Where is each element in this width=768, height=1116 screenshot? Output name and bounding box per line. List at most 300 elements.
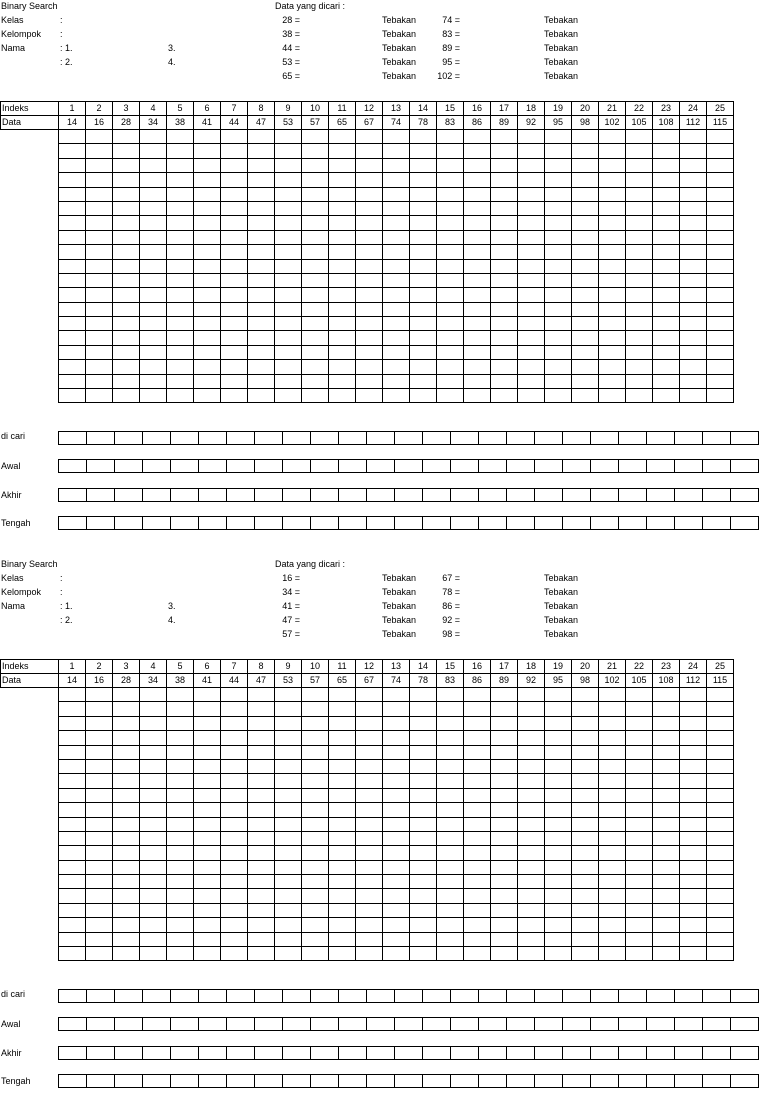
strip-cell[interactable] <box>311 1018 339 1031</box>
strip-cell[interactable] <box>423 432 451 445</box>
strip-cell[interactable] <box>675 1018 703 1031</box>
work-cell[interactable] <box>167 345 194 359</box>
work-cell[interactable] <box>491 947 518 961</box>
work-cell[interactable] <box>140 731 167 745</box>
nama-member-2[interactable]: : 2. <box>60 615 73 625</box>
work-cell[interactable] <box>302 716 329 730</box>
work-cell[interactable] <box>248 158 275 172</box>
work-cell[interactable] <box>707 932 734 946</box>
work-cell[interactable] <box>194 130 221 144</box>
work-cell[interactable] <box>113 688 140 702</box>
work-cell[interactable] <box>680 947 707 961</box>
work-cell[interactable] <box>572 345 599 359</box>
work-cell[interactable] <box>680 774 707 788</box>
work-cell[interactable] <box>59 731 86 745</box>
work-cell[interactable] <box>599 774 626 788</box>
work-cell[interactable] <box>572 688 599 702</box>
work-cell[interactable] <box>410 932 437 946</box>
work-cell[interactable] <box>221 745 248 759</box>
strip-cell[interactable] <box>535 489 563 502</box>
work-cell[interactable] <box>437 144 464 158</box>
work-cell[interactable] <box>194 947 221 961</box>
work-cell[interactable] <box>626 688 653 702</box>
work-cell[interactable] <box>221 817 248 831</box>
work-cell[interactable] <box>167 288 194 302</box>
work-cell[interactable] <box>626 374 653 388</box>
work-cell[interactable] <box>383 745 410 759</box>
work-cell[interactable] <box>194 875 221 889</box>
work-cell[interactable] <box>221 702 248 716</box>
work-cell[interactable] <box>221 216 248 230</box>
work-cell[interactable] <box>302 918 329 932</box>
work-cell[interactable] <box>356 389 383 403</box>
strip-cell[interactable] <box>171 990 199 1003</box>
work-cell[interactable] <box>545 259 572 273</box>
work-cell[interactable] <box>113 302 140 316</box>
work-cell[interactable] <box>329 947 356 961</box>
work-cell[interactable] <box>653 187 680 201</box>
strip-cell[interactable] <box>423 1047 451 1060</box>
work-cell[interactable] <box>653 846 680 860</box>
work-cell[interactable] <box>707 688 734 702</box>
strip-cell[interactable] <box>507 1075 535 1088</box>
work-cell[interactable] <box>707 216 734 230</box>
work-cell[interactable] <box>275 374 302 388</box>
strip-cell[interactable] <box>563 1018 591 1031</box>
tebakan-label[interactable]: Tebakan <box>544 15 579 25</box>
strip-cell[interactable] <box>199 1018 227 1031</box>
work-cell[interactable] <box>167 273 194 287</box>
work-cell[interactable] <box>59 817 86 831</box>
work-cell[interactable] <box>707 288 734 302</box>
work-cell[interactable] <box>599 817 626 831</box>
work-cell[interactable] <box>194 331 221 345</box>
work-cell[interactable] <box>464 230 491 244</box>
nama-member-4[interactable]: 4. <box>168 57 176 67</box>
work-cell[interactable] <box>707 860 734 874</box>
work-cell[interactable] <box>356 903 383 917</box>
work-cell[interactable] <box>59 158 86 172</box>
work-cell[interactable] <box>248 187 275 201</box>
work-cell[interactable] <box>680 745 707 759</box>
work-cell[interactable] <box>545 360 572 374</box>
work-cell[interactable] <box>410 288 437 302</box>
work-cell[interactable] <box>653 759 680 773</box>
work-cell[interactable] <box>626 273 653 287</box>
work-cell[interactable] <box>59 331 86 345</box>
work-cell[interactable] <box>599 187 626 201</box>
tebakan-label[interactable]: Tebakan <box>382 615 417 625</box>
strip-cell[interactable] <box>731 517 759 530</box>
work-cell[interactable] <box>437 759 464 773</box>
work-cell[interactable] <box>437 846 464 860</box>
work-cell[interactable] <box>653 288 680 302</box>
kelompok-value[interactable]: : <box>60 587 63 597</box>
work-cell[interactable] <box>626 130 653 144</box>
work-cell[interactable] <box>329 216 356 230</box>
work-cell[interactable] <box>410 331 437 345</box>
work-cell[interactable] <box>545 702 572 716</box>
work-cell[interactable] <box>599 803 626 817</box>
work-cell[interactable] <box>707 230 734 244</box>
work-cell[interactable] <box>302 788 329 802</box>
work-cell[interactable] <box>626 875 653 889</box>
work-cell[interactable] <box>194 259 221 273</box>
work-cell[interactable] <box>383 144 410 158</box>
strip-cell[interactable] <box>143 432 171 445</box>
work-cell[interactable] <box>518 288 545 302</box>
work-cell[interactable] <box>86 331 113 345</box>
work-cell[interactable] <box>545 288 572 302</box>
strip-cell[interactable] <box>143 489 171 502</box>
work-cell[interactable] <box>545 731 572 745</box>
work-cell[interactable] <box>626 345 653 359</box>
work-cell[interactable] <box>383 918 410 932</box>
work-cell[interactable] <box>302 273 329 287</box>
work-cell[interactable] <box>653 831 680 845</box>
work-cell[interactable] <box>167 144 194 158</box>
work-cell[interactable] <box>302 932 329 946</box>
work-cell[interactable] <box>572 144 599 158</box>
strip-cell[interactable] <box>199 1075 227 1088</box>
strip-cell[interactable] <box>507 1047 535 1060</box>
work-cell[interactable] <box>680 860 707 874</box>
work-cell[interactable] <box>113 173 140 187</box>
work-cell[interactable] <box>518 187 545 201</box>
work-cell[interactable] <box>86 731 113 745</box>
work-cell[interactable] <box>464 273 491 287</box>
work-cell[interactable] <box>356 245 383 259</box>
strip-cell[interactable] <box>535 1018 563 1031</box>
work-cell[interactable] <box>707 317 734 331</box>
work-cell[interactable] <box>599 932 626 946</box>
strip-cell[interactable] <box>227 489 255 502</box>
work-cell[interactable] <box>707 903 734 917</box>
work-cell[interactable] <box>437 317 464 331</box>
work-cell[interactable] <box>491 230 518 244</box>
work-cell[interactable] <box>140 889 167 903</box>
work-cell[interactable] <box>356 130 383 144</box>
work-cell[interactable] <box>329 759 356 773</box>
work-cell[interactable] <box>194 903 221 917</box>
work-cell[interactable] <box>329 846 356 860</box>
work-cell[interactable] <box>140 331 167 345</box>
strip-cell[interactable] <box>283 489 311 502</box>
work-cell[interactable] <box>248 331 275 345</box>
work-cell[interactable] <box>626 860 653 874</box>
strip-cell[interactable] <box>115 432 143 445</box>
work-cell[interactable] <box>599 831 626 845</box>
work-cell[interactable] <box>167 201 194 215</box>
work-cell[interactable] <box>383 817 410 831</box>
work-cell[interactable] <box>194 702 221 716</box>
strip-cell[interactable] <box>171 1075 199 1088</box>
work-cell[interactable] <box>572 158 599 172</box>
work-cell[interactable] <box>248 245 275 259</box>
work-cell[interactable] <box>194 831 221 845</box>
work-cell[interactable] <box>383 130 410 144</box>
work-cell[interactable] <box>59 288 86 302</box>
strip-cell[interactable] <box>675 1075 703 1088</box>
strip-cell[interactable] <box>171 460 199 473</box>
work-cell[interactable] <box>545 216 572 230</box>
work-cell[interactable] <box>599 875 626 889</box>
work-cell[interactable] <box>275 230 302 244</box>
work-cell[interactable] <box>410 788 437 802</box>
work-cell[interactable] <box>275 947 302 961</box>
work-cell[interactable] <box>437 216 464 230</box>
work-cell[interactable] <box>383 803 410 817</box>
work-cell[interactable] <box>707 702 734 716</box>
work-cell[interactable] <box>626 889 653 903</box>
work-cell[interactable] <box>140 317 167 331</box>
work-cell[interactable] <box>329 389 356 403</box>
work-cell[interactable] <box>410 774 437 788</box>
work-cell[interactable] <box>437 158 464 172</box>
work-cell[interactable] <box>626 389 653 403</box>
work-cell[interactable] <box>113 947 140 961</box>
work-cell[interactable] <box>140 846 167 860</box>
work-cell[interactable] <box>653 374 680 388</box>
strip-cell[interactable] <box>479 489 507 502</box>
work-cell[interactable] <box>167 331 194 345</box>
work-cell[interactable] <box>572 216 599 230</box>
work-cell[interactable] <box>356 731 383 745</box>
work-cell[interactable] <box>545 774 572 788</box>
strip-cell[interactable] <box>647 990 675 1003</box>
work-cell[interactable] <box>275 759 302 773</box>
work-cell[interactable] <box>302 144 329 158</box>
work-cell[interactable] <box>626 144 653 158</box>
work-cell[interactable] <box>491 889 518 903</box>
work-cell[interactable] <box>248 317 275 331</box>
strip-cell[interactable] <box>115 1018 143 1031</box>
work-cell[interactable] <box>356 788 383 802</box>
work-cell[interactable] <box>707 158 734 172</box>
work-cell[interactable] <box>113 759 140 773</box>
work-cell[interactable] <box>410 817 437 831</box>
work-cell[interactable] <box>653 302 680 316</box>
work-cell[interactable] <box>383 716 410 730</box>
work-cell[interactable] <box>707 947 734 961</box>
strip-cell[interactable] <box>87 489 115 502</box>
work-cell[interactable] <box>410 688 437 702</box>
work-cell[interactable] <box>572 903 599 917</box>
work-cell[interactable] <box>167 259 194 273</box>
work-cell[interactable] <box>545 860 572 874</box>
strip-cell[interactable] <box>619 432 647 445</box>
work-cell[interactable] <box>221 860 248 874</box>
strip-cell[interactable] <box>647 517 675 530</box>
work-cell[interactable] <box>626 831 653 845</box>
work-cell[interactable] <box>140 932 167 946</box>
work-cell[interactable] <box>464 918 491 932</box>
work-cell[interactable] <box>437 716 464 730</box>
work-cell[interactable] <box>86 817 113 831</box>
work-cell[interactable] <box>140 374 167 388</box>
strip-cell[interactable] <box>367 1047 395 1060</box>
work-cell[interactable] <box>275 702 302 716</box>
strip-cell[interactable] <box>731 460 759 473</box>
work-cell[interactable] <box>545 245 572 259</box>
work-cell[interactable] <box>275 932 302 946</box>
work-cell[interactable] <box>194 745 221 759</box>
work-cell[interactable] <box>194 788 221 802</box>
work-cell[interactable] <box>329 889 356 903</box>
work-cell[interactable] <box>248 774 275 788</box>
work-cell[interactable] <box>653 331 680 345</box>
strip-cell[interactable] <box>115 460 143 473</box>
work-cell[interactable] <box>248 803 275 817</box>
tebakan-label[interactable]: Tebakan <box>544 43 579 53</box>
work-cell[interactable] <box>356 360 383 374</box>
work-cell[interactable] <box>194 389 221 403</box>
strip-cell[interactable] <box>227 1075 255 1088</box>
work-cell[interactable] <box>572 201 599 215</box>
strip-cell[interactable] <box>367 990 395 1003</box>
work-cell[interactable] <box>221 130 248 144</box>
work-cell[interactable] <box>59 745 86 759</box>
work-cell[interactable] <box>302 130 329 144</box>
work-cell[interactable] <box>356 932 383 946</box>
strip-cell[interactable] <box>675 1047 703 1060</box>
work-cell[interactable] <box>221 731 248 745</box>
work-cell[interactable] <box>572 774 599 788</box>
strip-cell[interactable] <box>199 517 227 530</box>
work-cell[interactable] <box>491 158 518 172</box>
work-cell[interactable] <box>599 731 626 745</box>
work-cell[interactable] <box>572 317 599 331</box>
nama-member-2[interactable]: : 2. <box>60 57 73 67</box>
work-cell[interactable] <box>680 302 707 316</box>
work-cell[interactable] <box>680 201 707 215</box>
work-cell[interactable] <box>383 187 410 201</box>
strip-cell[interactable] <box>591 489 619 502</box>
work-cell[interactable] <box>329 374 356 388</box>
work-cell[interactable] <box>194 187 221 201</box>
work-cell[interactable] <box>410 302 437 316</box>
tebakan-label[interactable]: Tebakan <box>382 573 417 583</box>
work-cell[interactable] <box>140 130 167 144</box>
work-cell[interactable] <box>302 688 329 702</box>
work-cell[interactable] <box>275 317 302 331</box>
strip-cell[interactable] <box>311 1047 339 1060</box>
work-cell[interactable] <box>626 245 653 259</box>
work-cell[interactable] <box>140 803 167 817</box>
strip-cell[interactable] <box>339 1018 367 1031</box>
work-cell[interactable] <box>329 360 356 374</box>
work-cell[interactable] <box>221 245 248 259</box>
work-cell[interactable] <box>653 716 680 730</box>
work-cell[interactable] <box>653 130 680 144</box>
work-cell[interactable] <box>707 788 734 802</box>
strip-cell[interactable] <box>619 1018 647 1031</box>
work-cell[interactable] <box>302 389 329 403</box>
work-cell[interactable] <box>275 144 302 158</box>
work-cell[interactable] <box>383 688 410 702</box>
work-cell[interactable] <box>302 702 329 716</box>
work-cell[interactable] <box>680 158 707 172</box>
work-cell[interactable] <box>626 288 653 302</box>
work-cell[interactable] <box>464 731 491 745</box>
work-cell[interactable] <box>410 903 437 917</box>
work-cell[interactable] <box>329 245 356 259</box>
work-cell[interactable] <box>464 702 491 716</box>
strip-cell[interactable] <box>339 1047 367 1060</box>
strip-cell[interactable] <box>171 489 199 502</box>
work-cell[interactable] <box>167 947 194 961</box>
work-cell[interactable] <box>545 788 572 802</box>
work-cell[interactable] <box>329 144 356 158</box>
work-cell[interactable] <box>545 831 572 845</box>
work-cell[interactable] <box>59 345 86 359</box>
work-cell[interactable] <box>599 947 626 961</box>
work-cell[interactable] <box>113 846 140 860</box>
strip-cell[interactable] <box>171 1018 199 1031</box>
strip-cell[interactable] <box>143 1018 171 1031</box>
work-cell[interactable] <box>167 716 194 730</box>
work-cell[interactable] <box>86 302 113 316</box>
work-cell[interactable] <box>59 187 86 201</box>
work-cell[interactable] <box>653 216 680 230</box>
strip-cell[interactable] <box>535 1047 563 1060</box>
strip-cell[interactable] <box>591 432 619 445</box>
work-cell[interactable] <box>167 230 194 244</box>
work-cell[interactable] <box>329 302 356 316</box>
work-cell[interactable] <box>464 201 491 215</box>
work-cell[interactable] <box>410 702 437 716</box>
strip-cell[interactable] <box>675 432 703 445</box>
work-cell[interactable] <box>653 947 680 961</box>
work-cell[interactable] <box>248 345 275 359</box>
work-cell[interactable] <box>113 932 140 946</box>
strip-cell[interactable] <box>451 489 479 502</box>
work-cell[interactable] <box>383 331 410 345</box>
work-cell[interactable] <box>437 331 464 345</box>
work-cell[interactable] <box>167 759 194 773</box>
work-cell[interactable] <box>599 745 626 759</box>
strip-cell[interactable] <box>479 432 507 445</box>
work-cell[interactable] <box>275 688 302 702</box>
work-cell[interactable] <box>140 860 167 874</box>
work-cell[interactable] <box>464 688 491 702</box>
work-cell[interactable] <box>599 245 626 259</box>
strip-cell[interactable] <box>395 1047 423 1060</box>
work-cell[interactable] <box>680 273 707 287</box>
work-cell[interactable] <box>248 374 275 388</box>
work-cell[interactable] <box>248 389 275 403</box>
tebakan-label[interactable]: Tebakan <box>382 71 417 81</box>
work-cell[interactable] <box>707 173 734 187</box>
work-cell[interactable] <box>464 774 491 788</box>
strip-cell[interactable] <box>311 1075 339 1088</box>
work-cell[interactable] <box>653 803 680 817</box>
work-cell[interactable] <box>356 331 383 345</box>
work-cell[interactable] <box>113 331 140 345</box>
work-cell[interactable] <box>464 389 491 403</box>
work-cell[interactable] <box>329 173 356 187</box>
work-cell[interactable] <box>410 245 437 259</box>
work-cell[interactable] <box>275 273 302 287</box>
work-cell[interactable] <box>248 817 275 831</box>
work-cell[interactable] <box>383 317 410 331</box>
work-cell[interactable] <box>707 889 734 903</box>
work-cell[interactable] <box>86 759 113 773</box>
tebakan-label[interactable]: Tebakan <box>544 587 579 597</box>
work-cell[interactable] <box>167 875 194 889</box>
work-cell[interactable] <box>410 187 437 201</box>
work-cell[interactable] <box>680 216 707 230</box>
